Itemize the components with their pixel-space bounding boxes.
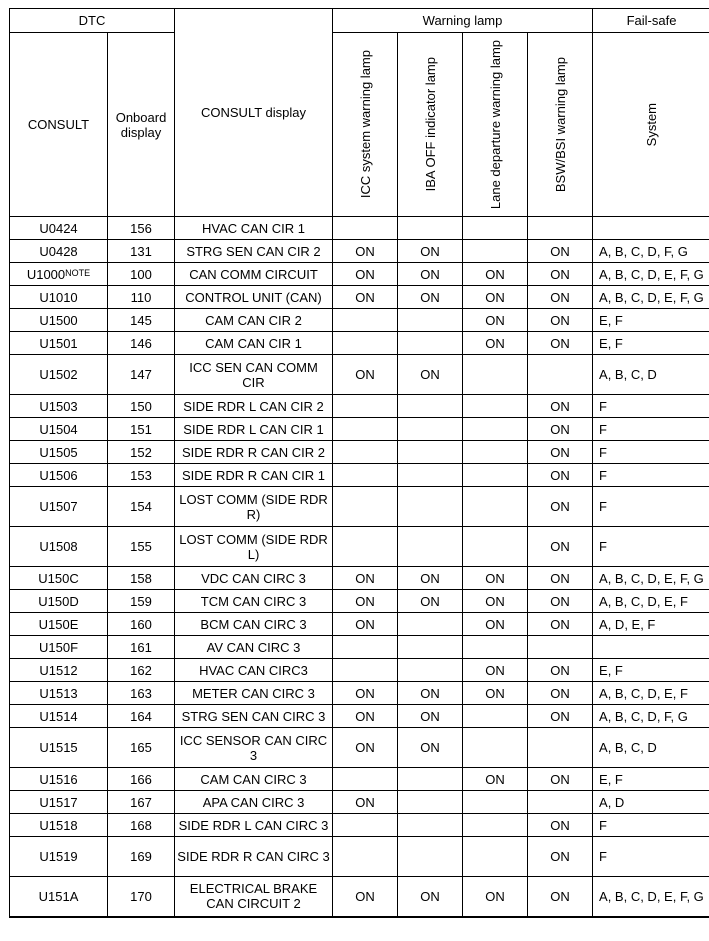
icc-lamp-state xyxy=(333,837,398,877)
iba-lamp-state xyxy=(398,613,463,636)
iba-lamp-state xyxy=(398,487,463,527)
onboard-code: 145 xyxy=(108,309,175,332)
iba-lamp-state: ON xyxy=(398,590,463,613)
bsw-lamp-state: ON xyxy=(528,441,593,464)
fail-safe-system xyxy=(593,217,709,240)
icc-lamp-state xyxy=(333,527,398,567)
table-row xyxy=(10,217,709,240)
fail-safe-system: A, B, C, D, F, G xyxy=(593,705,709,728)
lane-lamp-state: ON xyxy=(463,590,528,613)
fail-safe-system: F xyxy=(593,418,709,441)
lane-lamp-state xyxy=(463,791,528,814)
lane-lamp-state xyxy=(463,636,528,659)
bsw-lamp-state: ON xyxy=(528,464,593,487)
icc-lamp-state xyxy=(333,309,398,332)
iba-lamp-state: ON xyxy=(398,355,463,395)
iba-lamp-state xyxy=(398,768,463,791)
onboard-code: 170 xyxy=(108,877,175,917)
fail-safe-system: A, B, C, D, E, F, G xyxy=(593,263,709,286)
consult-code: U150C xyxy=(10,567,108,590)
fail-safe-system: A, D, E, F xyxy=(593,613,709,636)
iba-lamp-state: ON xyxy=(398,567,463,590)
consult-display-text: METER CAN CIRC 3 xyxy=(175,682,333,705)
iba-lamp-state xyxy=(398,636,463,659)
lane-lamp-state xyxy=(463,814,528,837)
bsw-lamp-state: ON xyxy=(528,487,593,527)
bsw-lamp-state: ON xyxy=(528,418,593,441)
icc-lamp-state: ON xyxy=(333,355,398,395)
consult-display-text: STRG SEN CAN CIRC 3 xyxy=(175,705,333,728)
consult-display-text: ELECTRICAL BRAKE CAN CIRCUIT 2 xyxy=(175,877,333,917)
icc-lamp-header-text: ICC system warning lamp xyxy=(357,50,373,199)
onboard-code: 163 xyxy=(108,682,175,705)
consult-code: U1505 xyxy=(10,441,108,464)
bsw-lamp-state xyxy=(528,355,593,395)
consult-code xyxy=(10,263,108,286)
icc-lamp-state: ON xyxy=(333,240,398,263)
onboard-code: 110 xyxy=(108,286,175,309)
onboard-code: 152 xyxy=(108,441,175,464)
consult-display-text: AV CAN CIRC 3 xyxy=(175,636,333,659)
lane-lamp-state xyxy=(463,217,528,240)
consult-code: U1501 xyxy=(10,332,108,355)
table-row xyxy=(10,659,709,682)
lane-lamp-state: ON xyxy=(463,286,528,309)
iba-lamp-state xyxy=(398,837,463,877)
bsw-lamp-state: ON xyxy=(528,613,593,636)
consult-code: U1504 xyxy=(10,418,108,441)
consult-display-text: ICC SENSOR CAN CIRC 3 xyxy=(175,728,333,768)
consult-display-text: VDC CAN CIRC 3 xyxy=(175,567,333,590)
lane-lamp-state xyxy=(463,395,528,418)
iba-lamp-state xyxy=(398,464,463,487)
bsw-lamp-state: ON xyxy=(528,814,593,837)
lane-lamp-state: ON xyxy=(463,332,528,355)
icc-lamp-state: ON xyxy=(333,791,398,814)
icc-lamp-state xyxy=(333,332,398,355)
table-row xyxy=(10,567,709,590)
onboard-code: 154 xyxy=(108,487,175,527)
lane-lamp-state: ON xyxy=(463,309,528,332)
icc-lamp-state xyxy=(333,395,398,418)
iba-lamp-state xyxy=(398,309,463,332)
consult-display-text: CAM CAN CIR 1 xyxy=(175,332,333,355)
table-row xyxy=(10,682,709,705)
iba-lamp-state xyxy=(398,217,463,240)
consult-code: U1513 xyxy=(10,682,108,705)
bsw-lamp-state xyxy=(528,217,593,240)
consult-code: U151A xyxy=(10,877,108,917)
iba-lamp-state: ON xyxy=(398,682,463,705)
icc-lamp-state: ON xyxy=(333,286,398,309)
lane-lamp-state: ON xyxy=(463,682,528,705)
fail-safe-system: F xyxy=(593,395,709,418)
bsw-lamp-state: ON xyxy=(528,240,593,263)
onboard-code: 164 xyxy=(108,705,175,728)
onboard-header-line1: Onboard xyxy=(115,109,167,125)
table-row xyxy=(10,877,709,917)
iba-lamp-state: ON xyxy=(398,705,463,728)
icc-lamp-state xyxy=(333,487,398,527)
bsw-lamp-state xyxy=(528,791,593,814)
onboard-code: 155 xyxy=(108,527,175,567)
consult-display-text: SIDE RDR R CAN CIR 1 xyxy=(175,464,333,487)
fail-safe-system: E, F xyxy=(593,659,709,682)
table-row xyxy=(10,791,709,814)
onboard-code: 165 xyxy=(108,728,175,768)
bsw-lamp-state: ON xyxy=(528,768,593,791)
onboard-display-header xyxy=(108,33,175,217)
iba-lamp-state xyxy=(398,332,463,355)
icc-lamp-state: ON xyxy=(333,590,398,613)
icc-lamp-state: ON xyxy=(333,613,398,636)
onboard-code: 168 xyxy=(108,814,175,837)
consult-display-text: SIDE RDR L CAN CIR 1 xyxy=(175,418,333,441)
table-row xyxy=(10,418,709,441)
consult-display-text: HVAC CAN CIR 1 xyxy=(175,217,333,240)
lane-lamp-state: ON xyxy=(463,263,528,286)
iba-lamp-state xyxy=(398,527,463,567)
icc-lamp-state: ON xyxy=(333,728,398,768)
icc-lamp-state: ON xyxy=(333,263,398,286)
fail-safe-header: Fail-safe xyxy=(593,9,709,33)
table-row xyxy=(10,355,709,395)
onboard-code: 151 xyxy=(108,418,175,441)
onboard-code: 153 xyxy=(108,464,175,487)
fail-safe-system: F xyxy=(593,814,709,837)
icc-lamp-state: ON xyxy=(333,567,398,590)
consult-code: U0428 xyxy=(10,240,108,263)
lane-lamp-state: ON xyxy=(463,659,528,682)
fail-safe-system: F xyxy=(593,464,709,487)
lane-lamp-state xyxy=(463,728,528,768)
lane-lamp-state: ON xyxy=(463,768,528,791)
onboard-code: 146 xyxy=(108,332,175,355)
bsw-lamp-state: ON xyxy=(528,395,593,418)
bsw-lamp-header-text: BSW/BSI warning lamp xyxy=(552,56,568,193)
dtc-header: DTC xyxy=(10,9,175,33)
table-row xyxy=(10,768,709,791)
fail-safe-system: A, B, C, D, E, F, G xyxy=(593,567,709,590)
iba-lamp-state xyxy=(398,441,463,464)
fail-safe-system: A, B, C, D, E, F, G xyxy=(593,286,709,309)
onboard-code: 161 xyxy=(108,636,175,659)
iba-lamp-state xyxy=(398,814,463,837)
onboard-code: 167 xyxy=(108,791,175,814)
fail-safe-system: A, B, C, D, F, G xyxy=(593,240,709,263)
lane-lamp-state xyxy=(463,418,528,441)
fail-safe-system: E, F xyxy=(593,309,709,332)
lane-lamp-state: ON xyxy=(463,877,528,917)
consult-code: U1500 xyxy=(10,309,108,332)
consult-display-text: STRG SEN CAN CIR 2 xyxy=(175,240,333,263)
consult-display-text: APA CAN CIRC 3 xyxy=(175,791,333,814)
bsw-lamp-state: ON xyxy=(528,263,593,286)
table-row xyxy=(10,728,709,768)
onboard-code: 158 xyxy=(108,567,175,590)
onboard-code: 169 xyxy=(108,837,175,877)
lane-lamp-state xyxy=(463,355,528,395)
iba-lamp-state xyxy=(398,659,463,682)
onboard-code: 160 xyxy=(108,613,175,636)
table-row xyxy=(10,332,709,355)
bsw-lamp-state: ON xyxy=(528,567,593,590)
bsw-lamp-state: ON xyxy=(528,309,593,332)
consult-code: U1508 xyxy=(10,527,108,567)
consult-display-header: CONSULT display xyxy=(175,9,333,217)
icc-lamp-state: ON xyxy=(333,682,398,705)
system-header-text: System xyxy=(644,102,660,147)
lane-lamp-state xyxy=(463,705,528,728)
onboard-header-line2: display xyxy=(120,124,162,140)
table-row xyxy=(10,527,709,567)
lane-lamp-state xyxy=(463,527,528,567)
fail-safe-system: F xyxy=(593,837,709,877)
iba-lamp-state xyxy=(398,791,463,814)
onboard-code: 166 xyxy=(108,768,175,791)
lane-lamp-state xyxy=(463,240,528,263)
table-row xyxy=(10,705,709,728)
consult-code: U1514 xyxy=(10,705,108,728)
dtc-table xyxy=(9,8,709,918)
fail-safe-system: A, B, C, D xyxy=(593,728,709,768)
consult-display-text: BCM CAN CIRC 3 xyxy=(175,613,333,636)
lane-lamp-header-text: Lane departure warning lamp xyxy=(487,39,503,210)
system-header xyxy=(593,33,709,217)
fail-safe-system: A, B, C, D, E, F, G xyxy=(593,877,709,917)
consult-code-text: U1000 xyxy=(26,266,66,282)
consult-code: U1519 xyxy=(10,837,108,877)
iba-lamp-state: ON xyxy=(398,240,463,263)
consult-display-text: HVAC CAN CIRC3 xyxy=(175,659,333,682)
bsw-lamp-state: ON xyxy=(528,682,593,705)
table-row xyxy=(10,286,709,309)
table-row xyxy=(10,814,709,837)
note-superscript: NOTE xyxy=(65,267,91,278)
iba-lamp-state xyxy=(398,418,463,441)
onboard-code: 131 xyxy=(108,240,175,263)
consult-display-text: CAM CAN CIRC 3 xyxy=(175,768,333,791)
bsw-lamp-state: ON xyxy=(528,659,593,682)
table-row xyxy=(10,613,709,636)
onboard-code: 156 xyxy=(108,217,175,240)
icc-lamp-state xyxy=(333,464,398,487)
bsw-lamp-state xyxy=(528,728,593,768)
consult-display-text: CAM CAN CIR 2 xyxy=(175,309,333,332)
lane-lamp-header xyxy=(463,33,528,217)
lane-lamp-state xyxy=(463,837,528,877)
consult-display-text: SIDE RDR L CAN CIRC 3 xyxy=(175,814,333,837)
bsw-lamp-state: ON xyxy=(528,837,593,877)
bsw-lamp-state: ON xyxy=(528,286,593,309)
onboard-code: 150 xyxy=(108,395,175,418)
header-row-top xyxy=(10,9,709,33)
fail-safe-system: E, F xyxy=(593,332,709,355)
icc-lamp-state xyxy=(333,768,398,791)
consult-display-text: SIDE RDR R CAN CIRC 3 xyxy=(175,837,333,877)
consult-code: U1507 xyxy=(10,487,108,527)
icc-lamp-state xyxy=(333,217,398,240)
header-row-bottom xyxy=(10,33,709,217)
consult-code: U150E xyxy=(10,613,108,636)
consult-code: U1512 xyxy=(10,659,108,682)
consult-code: U0424 xyxy=(10,217,108,240)
table-row xyxy=(10,240,709,263)
iba-lamp-state xyxy=(398,395,463,418)
icc-lamp-state: ON xyxy=(333,705,398,728)
consult-display-text: LOST COMM (SIDE RDR R) xyxy=(175,487,333,527)
iba-lamp-state: ON xyxy=(398,286,463,309)
consult-display-text: SIDE RDR R CAN CIR 2 xyxy=(175,441,333,464)
consult-code: U1010 xyxy=(10,286,108,309)
icc-lamp-state xyxy=(333,814,398,837)
bsw-lamp-state: ON xyxy=(528,332,593,355)
icc-lamp-state xyxy=(333,659,398,682)
iba-lamp-state: ON xyxy=(398,728,463,768)
consult-display-text: SIDE RDR L CAN CIR 2 xyxy=(175,395,333,418)
bsw-lamp-state xyxy=(528,636,593,659)
bsw-lamp-state: ON xyxy=(528,877,593,917)
consult-display-text: CAN COMM CIRCUIT xyxy=(175,263,333,286)
table-row xyxy=(10,636,709,659)
table-row xyxy=(10,590,709,613)
fail-safe-system: E, F xyxy=(593,768,709,791)
consult-code: U150F xyxy=(10,636,108,659)
table-row xyxy=(10,487,709,527)
bsw-lamp-header xyxy=(528,33,593,217)
fail-safe-system: A, B, C, D, E, F xyxy=(593,590,709,613)
fail-safe-system: F xyxy=(593,527,709,567)
consult-header: CONSULT xyxy=(10,33,108,217)
onboard-code: 147 xyxy=(108,355,175,395)
onboard-code: 100 xyxy=(108,263,175,286)
icc-lamp-state: ON xyxy=(333,877,398,917)
consult-display-text: TCM CAN CIRC 3 xyxy=(175,590,333,613)
table-row xyxy=(10,441,709,464)
lane-lamp-state xyxy=(463,441,528,464)
fail-safe-system: A, B, C, D xyxy=(593,355,709,395)
onboard-code: 159 xyxy=(108,590,175,613)
bsw-lamp-state: ON xyxy=(528,590,593,613)
lane-lamp-state: ON xyxy=(463,613,528,636)
table-row xyxy=(10,263,709,286)
consult-code: U1502 xyxy=(10,355,108,395)
lane-lamp-state xyxy=(463,464,528,487)
consult-code: U1517 xyxy=(10,791,108,814)
consult-code: U1518 xyxy=(10,814,108,837)
lane-lamp-state xyxy=(463,487,528,527)
consult-code: U1516 xyxy=(10,768,108,791)
iba-lamp-state: ON xyxy=(398,263,463,286)
table-row xyxy=(10,464,709,487)
icc-lamp-state xyxy=(333,418,398,441)
fail-safe-system: F xyxy=(593,487,709,527)
table-row xyxy=(10,395,709,418)
warning-lamp-header: Warning lamp xyxy=(333,9,593,33)
consult-code: U1503 xyxy=(10,395,108,418)
lane-lamp-state: ON xyxy=(463,567,528,590)
onboard-code: 162 xyxy=(108,659,175,682)
consult-code: U1515 xyxy=(10,728,108,768)
fail-safe-system: A, D xyxy=(593,791,709,814)
icc-lamp-header xyxy=(333,33,398,217)
bsw-lamp-state: ON xyxy=(528,527,593,567)
table-row xyxy=(10,837,709,877)
iba-lamp-header-text: IBA OFF indicator lamp xyxy=(422,57,438,192)
consult-display-text: CONTROL UNIT (CAN) xyxy=(175,286,333,309)
icc-lamp-state xyxy=(333,441,398,464)
fail-safe-system xyxy=(593,636,709,659)
iba-lamp-header xyxy=(398,33,463,217)
bsw-lamp-state: ON xyxy=(528,705,593,728)
fail-safe-system: F xyxy=(593,441,709,464)
consult-display-text: ICC SEN CAN COMM CIR xyxy=(175,355,333,395)
consult-display-text: LOST COMM (SIDE RDR L) xyxy=(175,527,333,567)
consult-code: U150D xyxy=(10,590,108,613)
icc-lamp-state xyxy=(333,636,398,659)
consult-code: U1506 xyxy=(10,464,108,487)
iba-lamp-state: ON xyxy=(398,877,463,917)
fail-safe-system: A, B, C, D, E, F xyxy=(593,682,709,705)
table-row xyxy=(10,309,709,332)
